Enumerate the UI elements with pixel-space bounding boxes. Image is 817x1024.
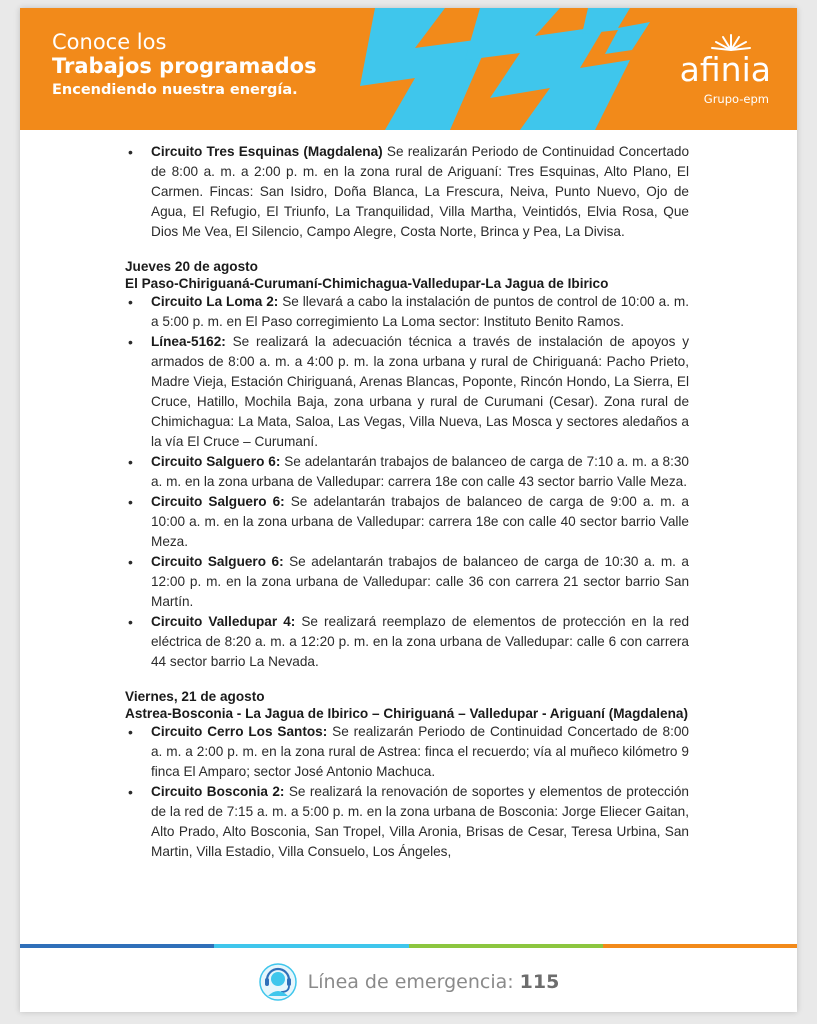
header-slogan: Encendiendo nuestra energía. xyxy=(52,82,298,98)
item-title: Circuito Salguero 6: xyxy=(151,454,281,469)
item-text: Se adelantarán trabajos de balanceo de carga de 7:10 a. m. a 8:30 a. m. en la zona urbana de Valledupar: carrera 18e con calle 43 sector barrio Valle Meza. xyxy=(151,454,689,489)
item-text: Se realizará la adecuación técnica a través de instalación de apoyos y armados de 8:00 a. m. a 4:00 p. m. la zona urbana y rural de Chiriguaná: Pacho Prieto, Madre Vieja, Estación Chiriguaná, Arenas Blancas, Poponte, Rincón Hondo, La Sierra, El Cruce, Hatillo, Mochila Baja, zona urbana y rural de Curumani (Cesar). Zona rural de Chimichagua: La Mata, Saloa, Las Vegas, Villa Nueva, Las Mosca y sectores aledaños a la vía El Cruce – Curumaní. xyxy=(151,334,689,449)
bullet-icon: • xyxy=(128,554,133,570)
document-page xyxy=(20,8,797,1012)
header-banner xyxy=(20,8,797,130)
emergency-label: Línea de emergencia: xyxy=(307,971,514,993)
headset-agent-icon xyxy=(258,962,298,1002)
bullet-icon: • xyxy=(128,144,133,160)
bullet-icon: • xyxy=(128,494,133,510)
list-item xyxy=(125,552,689,612)
schedule-content xyxy=(125,142,689,862)
item-title: Circuito Salguero 6: xyxy=(151,494,285,509)
item-text: Se realizará reemplazo de elementos de protección en la red eléctrica de 8:20 a. m. a 12:20 p. m. en la zona urbana de Valledupar: calle 6 con carrera 44 sector barrio La Nevada. xyxy=(151,614,689,669)
brand-group: Grupo-epm xyxy=(703,92,769,106)
route-heading: Astrea-Bosconia - La Jagua de Ibirico – Chiriguaná – Valledupar - Ariguaní (Magdalena) xyxy=(125,706,689,721)
list-item xyxy=(125,452,689,492)
item-text: Se realizarán Periodo de Continuidad Concertado de 8:00 a. m. a 2:00 p. m. en la zona rural de Ariguaní: Tres Esquinas, Alto Plano, El Carmen. Fincas: San Isidro, Doña Blanca, La Frescura, Neiva, Punto Nuevo, Ojo de Agua, El Refugio, El Triunfo, La Tranquilidad, Villa Martha, Veintidós, Elvia Rosa, Que Dios Me Vea, El Silencio, Campo Alegre, Costa Norte, Brinca y Pea, La Divisa. xyxy=(151,144,690,239)
list-item xyxy=(125,612,689,672)
item-title: Circuito La Loma 2: xyxy=(151,294,279,309)
day-heading: Viernes, 21 de agosto xyxy=(125,689,265,704)
list-item xyxy=(125,782,689,862)
bullet-icon: • xyxy=(128,294,133,310)
list-item xyxy=(125,722,689,782)
header-title: Trabajos programados xyxy=(52,54,317,78)
emergency-number[interactable]: 115 xyxy=(519,971,560,993)
item-title: Circuito Bosconia 2: xyxy=(151,784,285,799)
bullet-icon: • xyxy=(128,724,133,740)
bullet-icon: • xyxy=(128,784,133,800)
item-title: Circuito Valledupar 4: xyxy=(151,614,296,629)
list-item xyxy=(125,492,689,552)
item-title: Circuito Salguero 6: xyxy=(151,554,284,569)
item-title: Circuito Cerro Los Santos: xyxy=(151,724,328,739)
item-text: Se realizará la renovación de soportes y elementos de protección de la red de 7:15 a. m. a 5:00 p. m. en la zona urbana de Bosconia: Jorge Eliecer Gaitan, Alto Prado, Alto Bosconia, San Tropel, Villa Aronia, Brisas de Cesar, Teresa Urbina, San Martin, Villa Estadio, Villa Consuelo, Los Ángeles, xyxy=(151,784,689,859)
bullet-icon: • xyxy=(128,454,133,470)
color-stripe xyxy=(20,944,797,948)
sun-rays-icon xyxy=(709,32,753,52)
item-text: Se realizarán Periodo de Continuidad Concertado de 8:00 a. m. a 2:00 p. m. en la zona rural de Astrea: finca el recuerdo; vía al muñeco kilómetro 9 finca El Amparo; sector José Antonio Machuca. xyxy=(151,724,689,779)
item-title: Circuito Tres Esquinas (Magdalena) xyxy=(151,144,383,159)
list-item xyxy=(125,142,689,242)
route-heading: El Paso-Chiriguaná-Curumaní-Chimichagua-Valledupar-La Jagua de Ibirico xyxy=(125,276,609,291)
bullet-icon: • xyxy=(128,334,133,350)
item-text: Se adelantarán trabajos de balanceo de carga de 9:00 a. m. a 10:00 a. m. en la zona urbana de Valledupar: carrera 18e con calle 40 sector barrio Valle Meza. xyxy=(151,494,689,549)
bullet-icon: • xyxy=(128,614,133,630)
brand-name: afinia xyxy=(679,50,771,89)
list-item xyxy=(125,332,689,452)
item-title: Línea-5162: xyxy=(151,334,226,349)
header-line-1: Conoce los xyxy=(52,30,167,54)
item-text: Se adelantarán trabajos de balanceo de carga de 10:30 a. m. a 12:00 p. m. en la zona urbana de Valledupar: calle 36 con carrera 21 sector barrio San Martín. xyxy=(151,554,689,609)
item-text: Se llevará a cabo la instalación de puntos de control de 10:00 a. m. a 5:00 p. m. en El Paso corregimiento La Loma sector: Instituto Benito Ramos. xyxy=(151,294,690,329)
day-heading: Jueves 20 de agosto xyxy=(125,259,258,274)
afinia-logo xyxy=(653,32,773,112)
list-item xyxy=(125,292,689,332)
emergency-footer xyxy=(20,952,797,1012)
